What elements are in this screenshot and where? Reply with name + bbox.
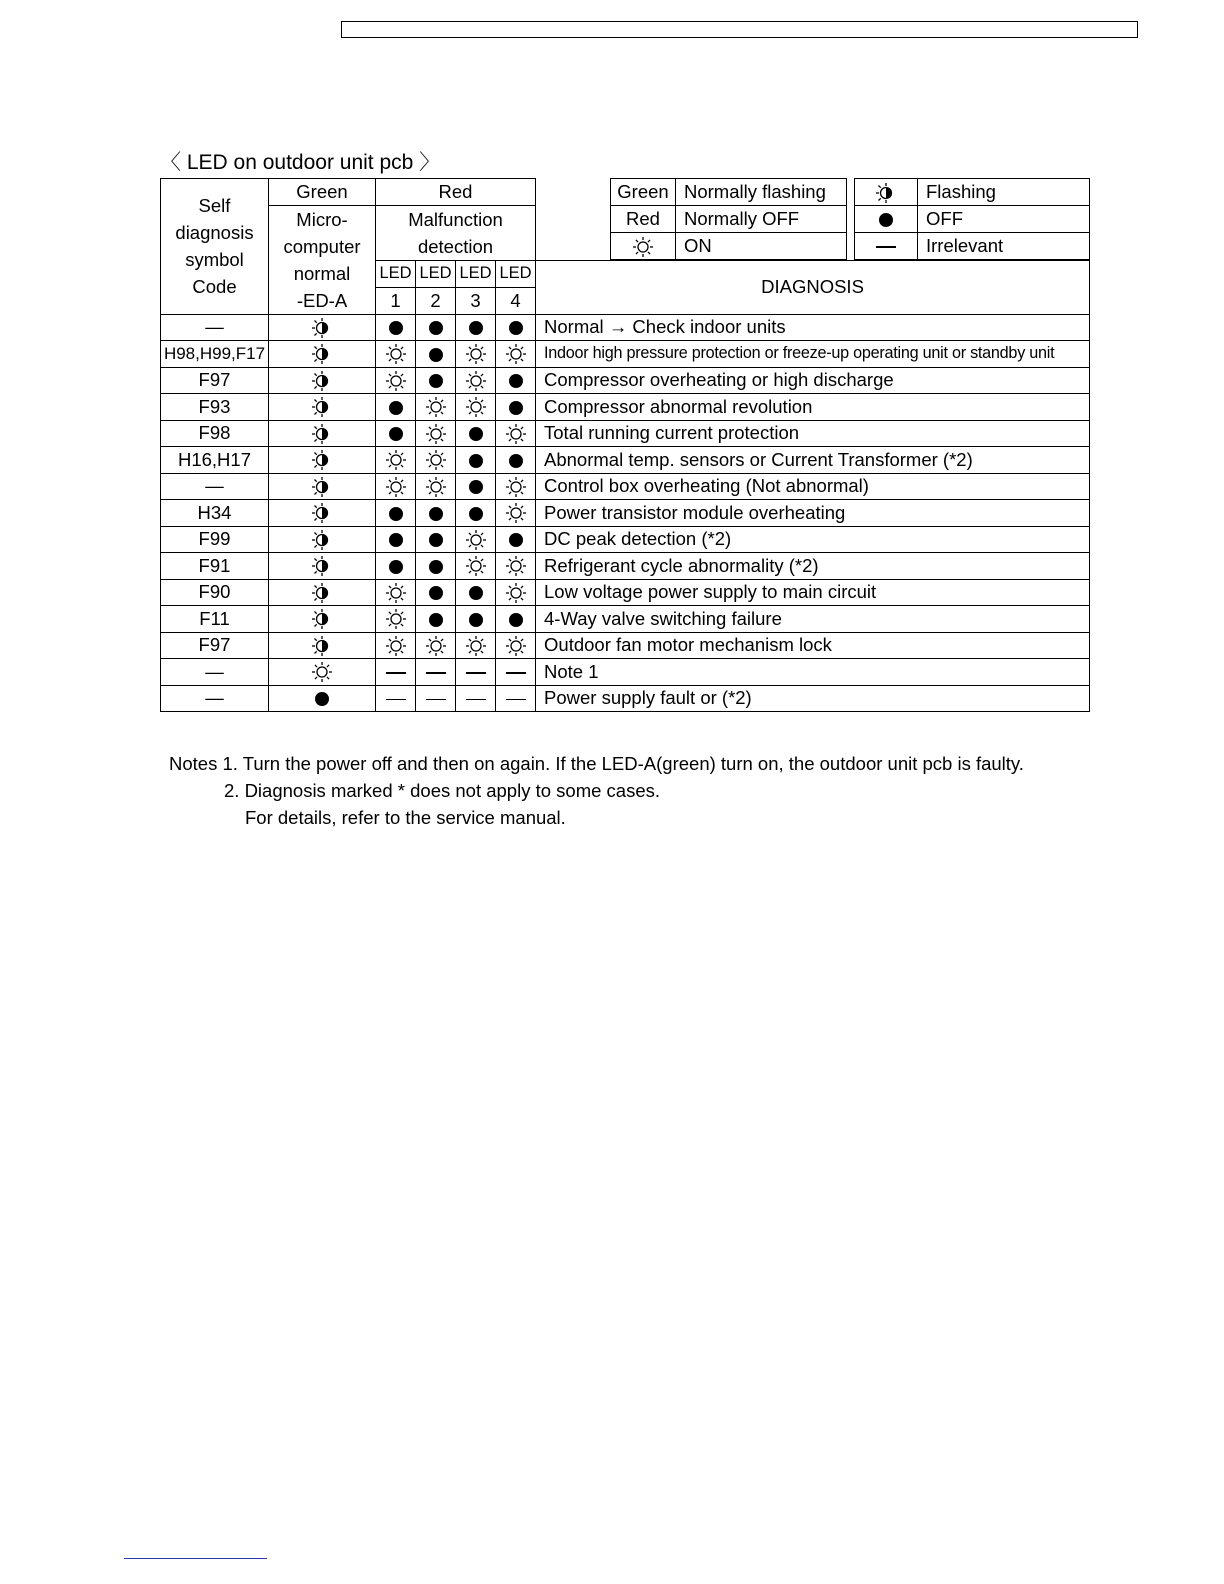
- dash-icon: [386, 699, 406, 701]
- half-flash-icon: [311, 370, 333, 392]
- code-cell: F99: [161, 526, 269, 553]
- sun-on-icon: [385, 476, 407, 498]
- code-cell: F97: [161, 632, 269, 659]
- code-cell: H34: [161, 500, 269, 527]
- led-cell-1: [376, 685, 416, 712]
- led-cell-3: [456, 420, 496, 447]
- led-cell-2: [416, 685, 456, 712]
- sun-on-icon: [505, 476, 527, 498]
- sun-on-icon: [465, 370, 487, 392]
- table-row: [161, 473, 1090, 500]
- off-dot-icon: [429, 348, 443, 362]
- diagnosis-cell: DC peak detection (*2): [536, 526, 1090, 553]
- led-cell-2: [416, 553, 456, 580]
- green-led-cell: [269, 553, 376, 580]
- off-dot-icon: [429, 321, 443, 335]
- sun-on-icon: [505, 343, 527, 365]
- led-cell-3: [456, 394, 496, 421]
- off-dot-icon: [509, 454, 523, 468]
- led-cell-4: [496, 500, 536, 527]
- led-cell-4: [496, 526, 536, 553]
- sun-on-icon: [425, 476, 447, 498]
- sun-on-icon: [465, 555, 487, 577]
- code-cell: —: [161, 659, 269, 686]
- led-cell-4: [496, 314, 536, 341]
- led-cell-1: [376, 526, 416, 553]
- off-dot-icon: [389, 507, 403, 521]
- diagnosis-cell: Total running current protection: [536, 420, 1090, 447]
- green-led-cell: [269, 659, 376, 686]
- off-dot-icon: [509, 321, 523, 335]
- sun-on-icon: [505, 423, 527, 445]
- off-dot-icon: [429, 507, 443, 521]
- led-cell-3: [456, 526, 496, 553]
- led-cell-3: [456, 341, 496, 368]
- diagnosis-cell: 4-Way valve switching failure: [536, 606, 1090, 633]
- sun-on-icon: [465, 343, 487, 365]
- led-cell-2: [416, 341, 456, 368]
- half-flash-icon: [311, 582, 333, 604]
- half-flash-icon: [311, 396, 333, 418]
- half-flash-icon: [311, 529, 333, 551]
- off-dot-icon: [469, 613, 483, 627]
- sun-on-icon: [425, 635, 447, 657]
- led-num-4: 4: [496, 288, 536, 315]
- dash-icon: [506, 672, 526, 674]
- diagnosis-cell: Power transistor module overheating: [536, 500, 1090, 527]
- led-cell-2: [416, 632, 456, 659]
- green-led-cell: [269, 447, 376, 474]
- led-cell-4: [496, 685, 536, 712]
- malfunction-header: Malfunction detection: [376, 205, 536, 260]
- off-dot-icon: [389, 321, 403, 335]
- led-cell-1: [376, 553, 416, 580]
- led-cell-2: [416, 420, 456, 447]
- code-cell: H98,H99,F17: [161, 341, 269, 368]
- green-led-cell: [269, 341, 376, 368]
- led-cell-3: [456, 447, 496, 474]
- table-row: [161, 367, 1090, 394]
- off-dot-icon: [469, 427, 483, 441]
- legend-meaning: Normally OFF: [676, 206, 847, 233]
- diagnosis-cell: Low voltage power supply to main circuit: [536, 579, 1090, 606]
- table-row: [161, 420, 1090, 447]
- code-cell: —: [161, 473, 269, 500]
- sun-on-icon: [385, 370, 407, 392]
- code-cell: F90: [161, 579, 269, 606]
- table-row: [161, 553, 1090, 580]
- off-dot-icon: [389, 533, 403, 547]
- table-row: [161, 500, 1090, 527]
- off-dot-icon: [429, 560, 443, 574]
- table-row: [161, 659, 1090, 686]
- led-cell-2: [416, 606, 456, 633]
- sun-on-icon: [465, 396, 487, 418]
- off-dot-icon: [429, 613, 443, 627]
- diagnosis-cell: Compressor overheating or high discharge: [536, 367, 1090, 394]
- sun-on-icon: [385, 582, 407, 604]
- header-box: [341, 21, 1138, 38]
- green-led-cell: [269, 473, 376, 500]
- table-row: [161, 632, 1090, 659]
- dash-icon: [386, 672, 406, 674]
- led-cell-2: [416, 394, 456, 421]
- green-led-cell: [269, 606, 376, 633]
- green-led-cell: [269, 314, 376, 341]
- led-cell-2: [416, 659, 456, 686]
- off-dot-icon: [469, 507, 483, 521]
- sun-on-icon: [425, 396, 447, 418]
- table-row: [161, 447, 1090, 474]
- led-num-1: 1: [376, 288, 416, 315]
- green-led-cell: [269, 579, 376, 606]
- dash-icon: [426, 699, 446, 701]
- half-flash-icon: [311, 635, 333, 657]
- half-flash-icon: [311, 343, 333, 365]
- code-cell: F93: [161, 394, 269, 421]
- diagnosis-header: DIAGNOSIS: [536, 260, 1090, 314]
- table-row: [161, 526, 1090, 553]
- half-flash-icon: [311, 317, 333, 339]
- green-led-cell: [269, 526, 376, 553]
- led-cell-3: [456, 473, 496, 500]
- led-cell-4: [496, 659, 536, 686]
- sun-on-icon: [425, 423, 447, 445]
- dash-icon: [426, 672, 446, 674]
- led-num-2: 2: [416, 288, 456, 315]
- led-cell-3: [456, 367, 496, 394]
- sun-on-icon: [385, 608, 407, 630]
- sun-on-icon: [505, 555, 527, 577]
- led-cell-2: [416, 447, 456, 474]
- legend-symbol: Green: [611, 179, 676, 206]
- off-dot-icon: [389, 427, 403, 441]
- legend-meaning: ON: [676, 233, 847, 260]
- sun-on-icon: [505, 635, 527, 657]
- note-3: For details, refer to the service manual.: [245, 807, 566, 828]
- half-flash-icon: [311, 502, 333, 524]
- sun-on-icon: [505, 582, 527, 604]
- dash-icon: [466, 699, 486, 701]
- led-cell-2: [416, 526, 456, 553]
- led-cell-1: [376, 420, 416, 447]
- led-num-3: 3: [456, 288, 496, 315]
- led-cell-4: [496, 367, 536, 394]
- off-dot-icon: [509, 374, 523, 388]
- sun-on-icon: [505, 502, 527, 524]
- diagnosis-cell: Control box overheating (Not abnormal): [536, 473, 1090, 500]
- footer-line: [124, 1558, 267, 1559]
- micro-header: Micro- computer normal -ED-A: [269, 205, 376, 314]
- code-cell: F91: [161, 553, 269, 580]
- green-led-cell: [269, 420, 376, 447]
- note-1: Notes 1. Turn the power off and then on again. If the LED-A(green) turn on, the outdoor unit pcb is faulty.: [169, 753, 1024, 774]
- legend-meaning2: OFF: [918, 206, 1090, 233]
- off-dot-icon: [469, 586, 483, 600]
- half-flash-icon: [311, 555, 333, 577]
- led-cell-2: [416, 473, 456, 500]
- led-cell-4: [496, 579, 536, 606]
- off-dot-icon: [509, 613, 523, 627]
- diagnosis-cell: Indoor high pressure protection or freeze-up operating unit or standby unit: [536, 341, 1090, 368]
- led-cell-4: [496, 420, 536, 447]
- diagnosis-cell: Power supply fault or (*2): [536, 685, 1090, 712]
- off-dot-icon: [509, 401, 523, 415]
- sun-on-icon: [425, 449, 447, 471]
- legend-symbol: Red: [611, 206, 676, 233]
- half-flash-icon: [311, 476, 333, 498]
- led-cell-1: [376, 500, 416, 527]
- led-header-3: LED: [456, 260, 496, 288]
- green-led-cell: [269, 367, 376, 394]
- green-led-cell: [269, 685, 376, 712]
- table-row: [161, 579, 1090, 606]
- off-dot-icon: [389, 401, 403, 415]
- led-cell-1: [376, 579, 416, 606]
- led-cell-1: [376, 314, 416, 341]
- sun-on-icon: [385, 449, 407, 471]
- code-cell: F11: [161, 606, 269, 633]
- off-dot-icon: [469, 321, 483, 335]
- led-cell-3: [456, 632, 496, 659]
- dash-icon: [466, 672, 486, 674]
- table-row: [161, 341, 1090, 368]
- diagnosis-cell: Note 1: [536, 659, 1090, 686]
- led-cell-1: [376, 341, 416, 368]
- code-cell: F98: [161, 420, 269, 447]
- self-diag-header: Self diagnosis symbol Code: [161, 179, 269, 315]
- led-cell-1: [376, 632, 416, 659]
- led-cell-4: [496, 341, 536, 368]
- half-flash-icon: [311, 423, 333, 445]
- led-cell-4: [496, 606, 536, 633]
- sun-on-icon: [465, 635, 487, 657]
- led-header-1: LED: [376, 260, 416, 288]
- led-cell-3: [456, 606, 496, 633]
- led-cell-1: [376, 367, 416, 394]
- sun-on-icon: [385, 635, 407, 657]
- led-cell-1: [376, 473, 416, 500]
- code-cell: —: [161, 314, 269, 341]
- diagnosis-cell: Abnormal temp. sensors or Current Transformer (*2): [536, 447, 1090, 474]
- led-cell-2: [416, 367, 456, 394]
- green-led-cell: [269, 394, 376, 421]
- led-header-2: LED: [416, 260, 456, 288]
- table-row: [161, 606, 1090, 633]
- led-cell-4: [496, 632, 536, 659]
- off-dot-icon: [469, 480, 483, 494]
- led-cell-3: [456, 579, 496, 606]
- code-cell: —: [161, 685, 269, 712]
- table-row: [161, 314, 1090, 341]
- diagnosis-cell: Normal → Check indoor units: [536, 314, 1090, 341]
- dash-icon: [506, 699, 526, 701]
- led-cell-3: [456, 500, 496, 527]
- off-dot-icon: [429, 374, 443, 388]
- green-led-cell: [269, 500, 376, 527]
- led-cell-1: [376, 447, 416, 474]
- note-2: 2. Diagnosis marked * does not apply to some cases.: [224, 780, 661, 801]
- green-header: Green: [269, 179, 376, 206]
- code-cell: H16,H17: [161, 447, 269, 474]
- diagnosis-cell: Compressor abnormal revolution: [536, 394, 1090, 421]
- led-header-4: LED: [496, 260, 536, 288]
- led-cell-3: [456, 659, 496, 686]
- diagnosis-cell: Outdoor fan motor mechanism lock: [536, 632, 1090, 659]
- led-cell-3: [456, 685, 496, 712]
- sun-on-icon: [311, 661, 333, 683]
- off-dot-icon: [389, 560, 403, 574]
- table-row: [161, 685, 1090, 712]
- legend-meaning2: Flashing: [918, 179, 1090, 206]
- led-cell-4: [496, 473, 536, 500]
- led-cell-2: [416, 579, 456, 606]
- green-led-cell: [269, 632, 376, 659]
- half-flash-icon: [311, 449, 333, 471]
- diagnosis-table: [160, 178, 1090, 712]
- led-cell-4: [496, 447, 536, 474]
- table-row: [161, 394, 1090, 421]
- led-cell-2: [416, 500, 456, 527]
- led-cell-1: [376, 394, 416, 421]
- off-dot-icon: [315, 692, 329, 706]
- led-cell-3: [456, 314, 496, 341]
- led-cell-4: [496, 553, 536, 580]
- red-header: Red: [376, 179, 536, 206]
- led-cell-2: [416, 314, 456, 341]
- diagnosis-cell: Refrigerant cycle abnormality (*2): [536, 553, 1090, 580]
- notes: [169, 750, 1024, 831]
- led-cell-3: [456, 553, 496, 580]
- sun-on-icon: [385, 343, 407, 365]
- sun-on-icon: [465, 529, 487, 551]
- off-dot-icon: [429, 533, 443, 547]
- off-dot-icon: [469, 454, 483, 468]
- page-title: 〈 LED on outdoor unit pcb 〉: [160, 151, 441, 174]
- led-cell-1: [376, 606, 416, 633]
- led-cell-1: [376, 659, 416, 686]
- off-dot-icon: [429, 586, 443, 600]
- legend-meaning2: Irrelevant: [918, 233, 1090, 260]
- off-dot-icon: [509, 533, 523, 547]
- code-cell: F97: [161, 367, 269, 394]
- legend-meaning: Normally flashing: [676, 179, 847, 206]
- half-flash-icon: [311, 608, 333, 630]
- led-cell-4: [496, 394, 536, 421]
